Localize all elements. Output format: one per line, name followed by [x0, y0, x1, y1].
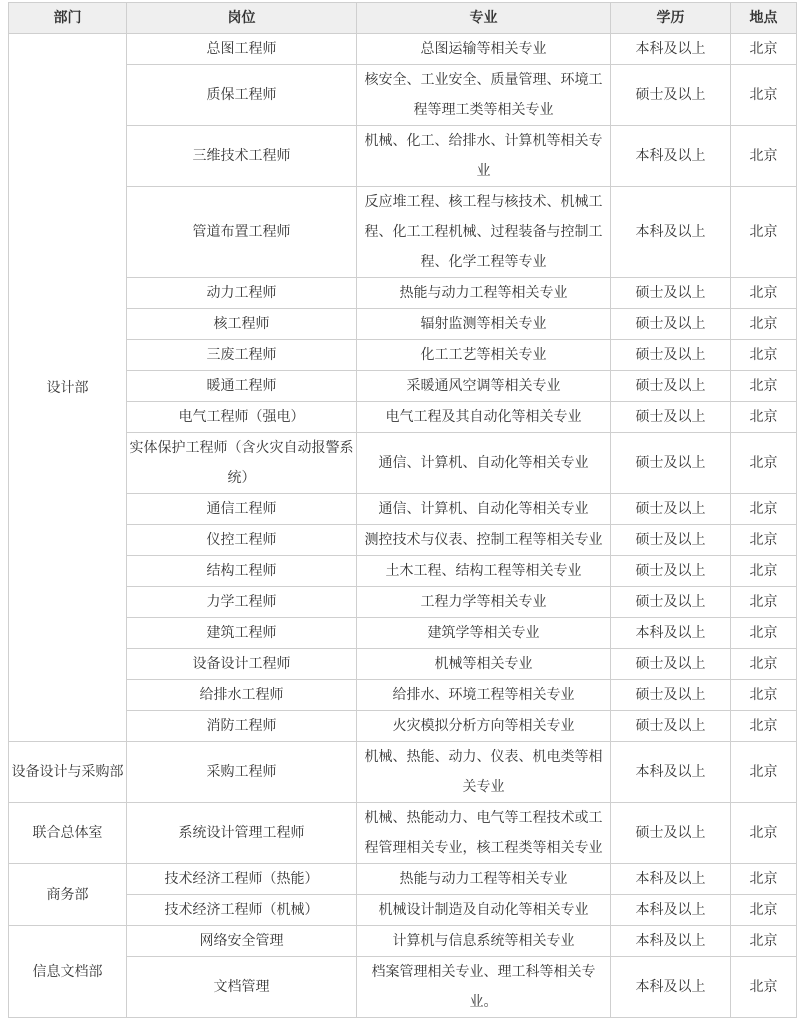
- table-row: [9, 587, 797, 618]
- major-cell: 反应堆工程、核工程与核技术、机械工程、化工工程机械、过程装备与控制工程、化学工程等专业: [357, 187, 611, 278]
- education-cell: 硕士及以上: [611, 680, 731, 711]
- education-cell: 硕士及以上: [611, 525, 731, 556]
- education-cell: 硕士及以上: [611, 433, 731, 494]
- position-cell: 文档管理: [127, 957, 357, 1018]
- education-cell: 硕士及以上: [611, 371, 731, 402]
- education-cell: 本科及以上: [611, 742, 731, 803]
- major-cell: 机械、热能动力、电气等工程技术或工程管理相关专业，核工程类等相关专业: [357, 803, 611, 864]
- table-row: [9, 742, 797, 803]
- position-cell: 通信工程师: [127, 494, 357, 525]
- position-cell: 仪控工程师: [127, 525, 357, 556]
- education-cell: 本科及以上: [611, 926, 731, 957]
- position-cell: 管道布置工程师: [127, 187, 357, 278]
- education-cell: 硕士及以上: [611, 65, 731, 126]
- table-row: [9, 649, 797, 680]
- major-cell: 工程力学等相关专业: [357, 587, 611, 618]
- position-cell: 采购工程师: [127, 742, 357, 803]
- table-row: [9, 126, 797, 187]
- header-dept: 部门: [9, 3, 127, 34]
- education-cell: 硕士及以上: [611, 556, 731, 587]
- major-cell: 机械、热能、动力、仪表、机电类等相关专业: [357, 742, 611, 803]
- position-cell: 系统设计管理工程师: [127, 803, 357, 864]
- position-cell: 三废工程师: [127, 340, 357, 371]
- job-table: [8, 2, 797, 1018]
- location-cell: 北京: [731, 309, 797, 340]
- location-cell: 北京: [731, 957, 797, 1018]
- education-cell: 本科及以上: [611, 187, 731, 278]
- table-row: [9, 895, 797, 926]
- position-cell: 给排水工程师: [127, 680, 357, 711]
- table-row: [9, 371, 797, 402]
- table-body: [9, 34, 797, 1018]
- table-row: [9, 187, 797, 278]
- location-cell: 北京: [731, 742, 797, 803]
- education-cell: 本科及以上: [611, 957, 731, 1018]
- header-education: 学历: [611, 3, 731, 34]
- major-cell: 档案管理相关专业、理工科等相关专业。: [357, 957, 611, 1018]
- location-cell: 北京: [731, 895, 797, 926]
- position-cell: 技术经济工程师（机械）: [127, 895, 357, 926]
- table-row: [9, 65, 797, 126]
- major-cell: 辐射监测等相关专业: [357, 309, 611, 340]
- position-cell: 电气工程师（强电）: [127, 402, 357, 433]
- major-cell: 建筑学等相关专业: [357, 618, 611, 649]
- location-cell: 北京: [731, 618, 797, 649]
- position-cell: 暖通工程师: [127, 371, 357, 402]
- education-cell: 硕士及以上: [611, 803, 731, 864]
- table-row: [9, 34, 797, 65]
- dept-cell: 设备设计与采购部: [9, 742, 127, 803]
- major-cell: 通信、计算机、自动化等相关专业: [357, 433, 611, 494]
- location-cell: 北京: [731, 864, 797, 895]
- major-cell: 机械、化工、给排水、计算机等相关专业: [357, 126, 611, 187]
- major-cell: 热能与动力工程等相关专业: [357, 278, 611, 309]
- position-cell: 三维技术工程师: [127, 126, 357, 187]
- table-row: [9, 711, 797, 742]
- location-cell: 北京: [731, 649, 797, 680]
- education-cell: 硕士及以上: [611, 711, 731, 742]
- location-cell: 北京: [731, 187, 797, 278]
- position-cell: 动力工程师: [127, 278, 357, 309]
- location-cell: 北京: [731, 926, 797, 957]
- table-row: [9, 494, 797, 525]
- major-cell: 总图运输等相关专业: [357, 34, 611, 65]
- education-cell: 硕士及以上: [611, 649, 731, 680]
- major-cell: 热能与动力工程等相关专业: [357, 864, 611, 895]
- position-cell: 技术经济工程师（热能）: [127, 864, 357, 895]
- header-location: 地点: [731, 3, 797, 34]
- education-cell: 本科及以上: [611, 618, 731, 649]
- education-cell: 本科及以上: [611, 34, 731, 65]
- location-cell: 北京: [731, 494, 797, 525]
- table-row: [9, 278, 797, 309]
- major-cell: 计算机与信息系统等相关专业: [357, 926, 611, 957]
- major-cell: 火灾模拟分析方向等相关专业: [357, 711, 611, 742]
- table-row: [9, 309, 797, 340]
- location-cell: 北京: [731, 126, 797, 187]
- table-row: [9, 680, 797, 711]
- location-cell: 北京: [731, 278, 797, 309]
- major-cell: 通信、计算机、自动化等相关专业: [357, 494, 611, 525]
- major-cell: 给排水、环境工程等相关专业: [357, 680, 611, 711]
- position-cell: 实体保护工程师（含火灾自动报警系统）: [127, 433, 357, 494]
- dept-cell: 联合总体室: [9, 803, 127, 864]
- position-cell: 力学工程师: [127, 587, 357, 618]
- dept-cell: 商务部: [9, 864, 127, 926]
- table-row: [9, 864, 797, 895]
- table-row: [9, 618, 797, 649]
- table-row: [9, 926, 797, 957]
- location-cell: 北京: [731, 711, 797, 742]
- education-cell: 本科及以上: [611, 895, 731, 926]
- table-row: [9, 433, 797, 494]
- education-cell: 硕士及以上: [611, 402, 731, 433]
- table-row: [9, 525, 797, 556]
- education-cell: 硕士及以上: [611, 494, 731, 525]
- education-cell: 硕士及以上: [611, 587, 731, 618]
- position-cell: 建筑工程师: [127, 618, 357, 649]
- dept-cell: 设计部: [9, 34, 127, 742]
- position-cell: 网络安全管理: [127, 926, 357, 957]
- table-header-row: [9, 3, 797, 34]
- major-cell: 采暖通风空调等相关专业: [357, 371, 611, 402]
- location-cell: 北京: [731, 803, 797, 864]
- location-cell: 北京: [731, 680, 797, 711]
- table-row: [9, 803, 797, 864]
- major-cell: 电气工程及其自动化等相关专业: [357, 402, 611, 433]
- table-row: [9, 556, 797, 587]
- location-cell: 北京: [731, 34, 797, 65]
- location-cell: 北京: [731, 402, 797, 433]
- education-cell: 本科及以上: [611, 126, 731, 187]
- dept-cell: 信息文档部: [9, 926, 127, 1018]
- location-cell: 北京: [731, 525, 797, 556]
- position-cell: 质保工程师: [127, 65, 357, 126]
- header-position: 岗位: [127, 3, 357, 34]
- location-cell: 北京: [731, 371, 797, 402]
- header-major: 专业: [357, 3, 611, 34]
- position-cell: 总图工程师: [127, 34, 357, 65]
- position-cell: 核工程师: [127, 309, 357, 340]
- position-cell: 消防工程师: [127, 711, 357, 742]
- location-cell: 北京: [731, 587, 797, 618]
- major-cell: 土木工程、结构工程等相关专业: [357, 556, 611, 587]
- education-cell: 硕士及以上: [611, 309, 731, 340]
- position-cell: 结构工程师: [127, 556, 357, 587]
- table-row: [9, 402, 797, 433]
- major-cell: 机械设计制造及自动化等相关专业: [357, 895, 611, 926]
- education-cell: 硕士及以上: [611, 278, 731, 309]
- major-cell: 化工工艺等相关专业: [357, 340, 611, 371]
- location-cell: 北京: [731, 340, 797, 371]
- major-cell: 测控技术与仪表、控制工程等相关专业: [357, 525, 611, 556]
- education-cell: 硕士及以上: [611, 340, 731, 371]
- location-cell: 北京: [731, 65, 797, 126]
- major-cell: 核安全、工业安全、质量管理、环境工程等理工类等相关专业: [357, 65, 611, 126]
- position-cell: 设备设计工程师: [127, 649, 357, 680]
- location-cell: 北京: [731, 556, 797, 587]
- education-cell: 本科及以上: [611, 864, 731, 895]
- table-row: [9, 340, 797, 371]
- table-row: [9, 957, 797, 1018]
- major-cell: 机械等相关专业: [357, 649, 611, 680]
- location-cell: 北京: [731, 433, 797, 494]
